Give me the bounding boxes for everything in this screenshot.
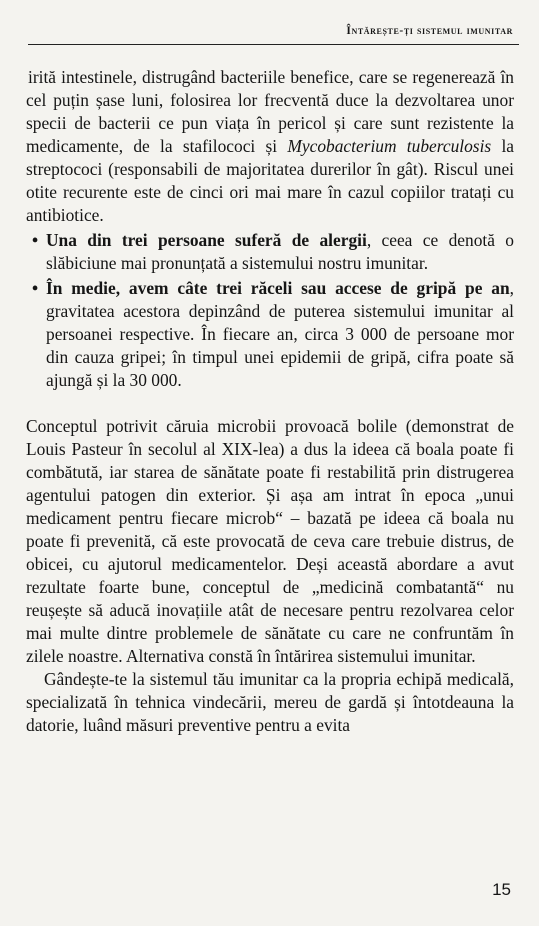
running-head: Întărește-ți sistemul imunitar	[346, 25, 513, 37]
bullet-rest: , gravitatea acestora depinzând de puterea sistemului imunitar al persoanei respective. În fiecare an, circa 3 000 de persoane mor din cauza gripei; în timpul unei epidemii de gripă, cifra poate să ajungă și la 30 000.	[46, 278, 514, 390]
bullet-dot-icon: •	[32, 230, 39, 250]
intro-italic-term: Mycobacterium tuberculosis	[287, 136, 492, 156]
bullet-list	[26, 229, 514, 392]
bullet-bold: Una din trei persoane suferă de alergii	[46, 230, 367, 250]
intro-text-after: la streptococi (responsabili de majoritatea durerilor în gât). Riscul unei otite recurente este de cinci ori mai mare în cazul copiilor tratați cu antibiotice.	[26, 136, 514, 225]
bullet-item	[26, 229, 514, 275]
header-rule	[28, 44, 519, 45]
intro-text-before: irită intestinele, distrugând bacteriile benefice, care se regenerează în cel puțin șase luni, folosirea lor frecventă duce la dezvoltarea unor specii de bacterii ce pun viața în pericol și care sunt rezistente la medicamente, de la stafilococi și	[26, 67, 514, 156]
bullet-rest: , ceea ce denotă o slăbiciune mai pronunțată a sistemului nostru imunitar.	[46, 230, 515, 273]
bullet-bold: În medie, avem câte trei răceli sau accese de gripă pe an	[46, 278, 510, 298]
paragraph: Conceptul potrivit căruia microbii provoacă bolile (demonstrat de Louis Pasteur în secolul al XIX-lea) a dus la ideea că boala poate fi combătută, iar starea de sănătate poate fi restabilită prin distrugerea agentului patogen din exterior. Și așa am intrat în epoca „unui medicament pentru fiecare microb“ – bazată pe ideea că boala nu poate fi prevenită, că este provocată de ceva care trebuie distrus, de obicei, cu ajutorul medicamentelor. Deși această abordare a avut rezultate foarte bune, conceptul de „medicină combatantă“ nu reușește să aducă inovațiile atât de necesare pentru rezolvarea celor mai multe dintre problemele de sănătate cu care ne confruntăm în zilele noastre. Alternativa constă în întărirea sistemului imunitar.	[26, 416, 514, 666]
bullet-item	[26, 277, 514, 392]
bullet-dot-icon: •	[32, 278, 39, 298]
intro-paragraph	[26, 66, 514, 227]
page-number: 15	[492, 880, 511, 899]
paragraph: Gândește-te la sistemul tău imunitar ca la propria echipă medicală, specializată în tehnica vindecării, mereu de gardă și întotdeauna la datorie, luând măsuri preventive pentru a evita	[26, 669, 514, 735]
body-text	[26, 66, 514, 737]
